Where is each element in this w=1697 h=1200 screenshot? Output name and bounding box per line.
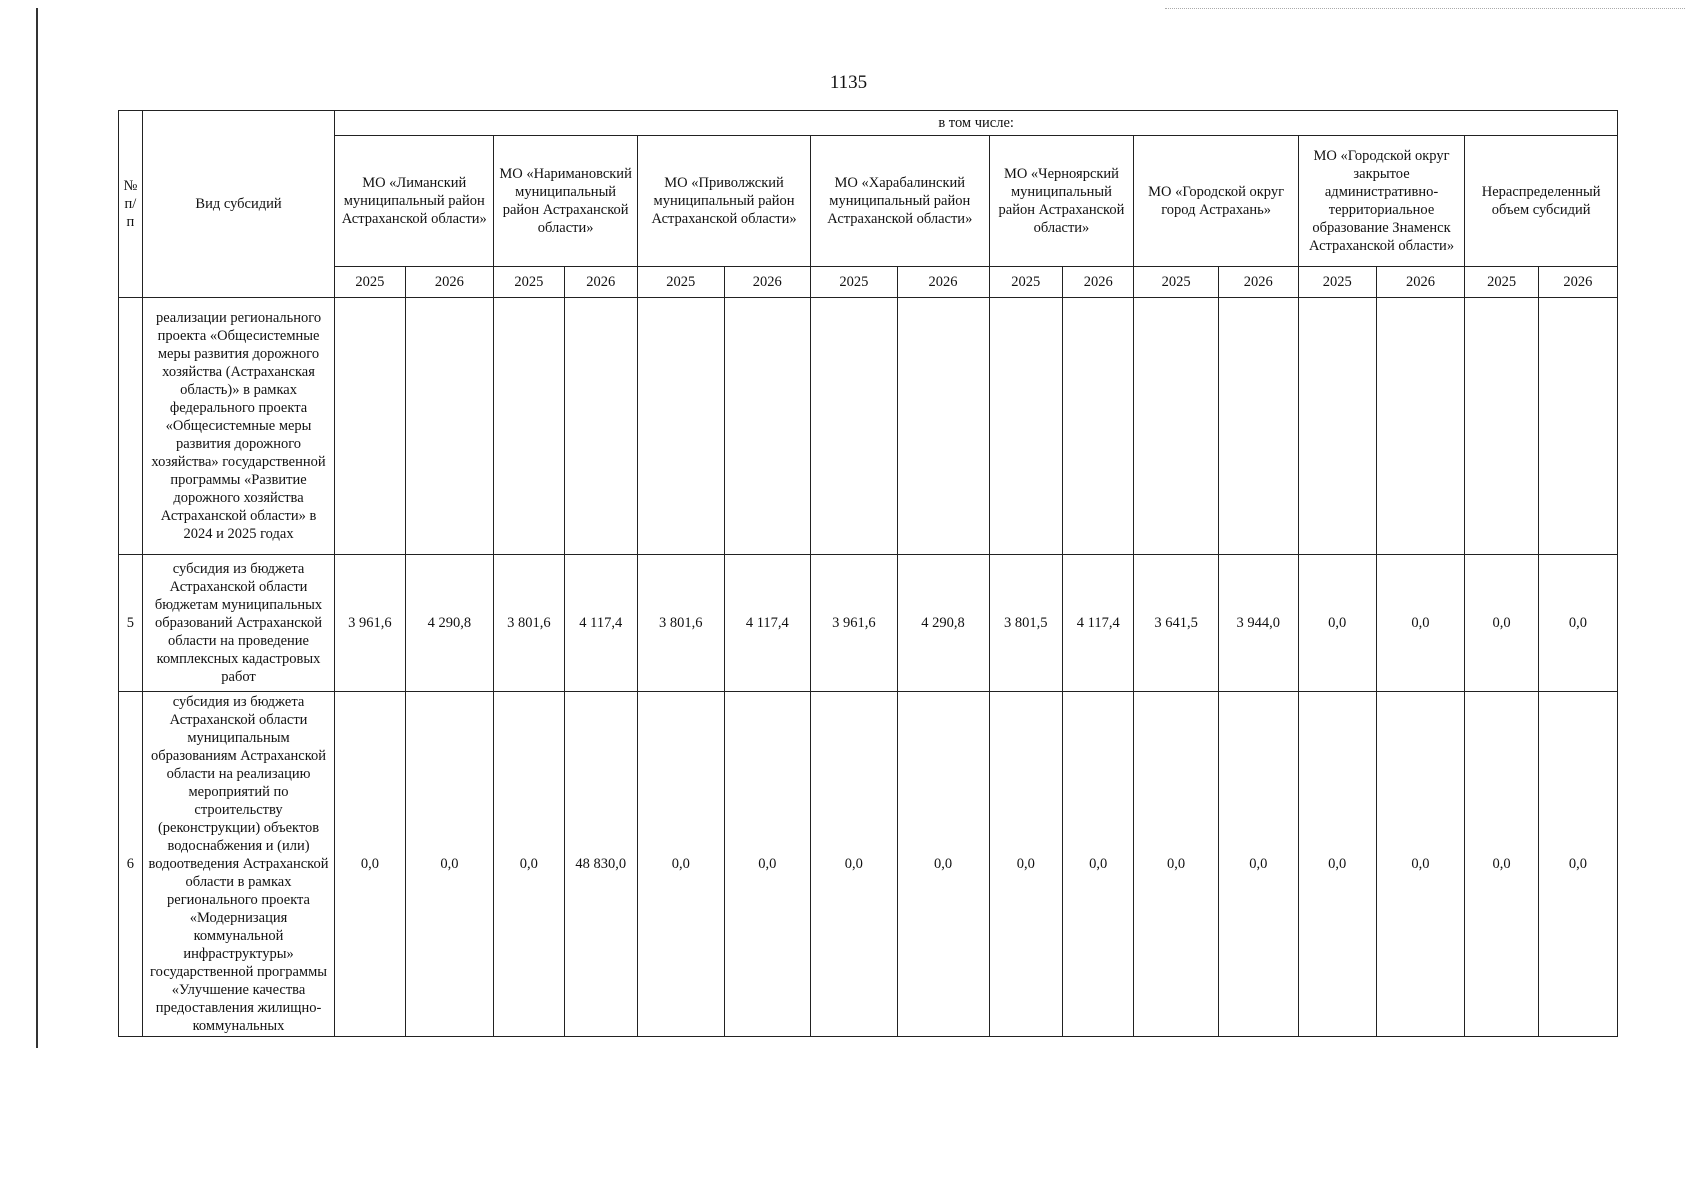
row-number: 6: [119, 692, 143, 1037]
value-cell: 0,0: [1376, 555, 1465, 692]
header-row-years: [119, 267, 1618, 298]
header-type: Вид субсидий: [142, 111, 334, 298]
row-number: [119, 298, 143, 555]
value-cell: 0,0: [724, 692, 811, 1037]
value-cell: 4 290,8: [897, 555, 989, 692]
value-cell: 3 801,6: [638, 555, 725, 692]
year-cell: 2025: [1134, 267, 1218, 298]
value-cell: [1218, 298, 1298, 555]
row-number: 5: [119, 555, 143, 692]
year-cell: 2025: [494, 267, 564, 298]
year-cell: 2026: [1218, 267, 1298, 298]
value-cell: 0,0: [1538, 692, 1617, 1037]
header-mo-kharabalinsky: МО «Харабалинский муниципальный район Астраханской области»: [811, 136, 989, 267]
header-row-top: [119, 111, 1618, 136]
value-cell: 0,0: [405, 692, 494, 1037]
value-cell: [1134, 298, 1218, 555]
value-cell: [335, 298, 405, 555]
value-cell: 0,0: [1465, 555, 1539, 692]
header-mo-astrakhan: МО «Городской округ город Астрахань»: [1134, 136, 1298, 267]
row-description: субсидия из бюджета Астраханской области муниципальным образованиям Астраханской области на реализацию мероприятий по строительству (реконструкции) объектов водоснабжения и (или) водоотведения Астраханской области в рамках регионального проекта «Модернизация коммунальной инфраструктуры» государственной программы «Улучшение качества предоставления жилищно-коммунальных: [142, 692, 334, 1037]
value-cell: 0,0: [989, 692, 1063, 1037]
year-cell: 2025: [1298, 267, 1376, 298]
table-row: [119, 555, 1618, 692]
value-cell: [1538, 298, 1617, 555]
value-cell: 0,0: [335, 692, 405, 1037]
year-cell: 2026: [1063, 267, 1134, 298]
value-cell: [1376, 298, 1465, 555]
year-cell: 2026: [724, 267, 811, 298]
value-cell: 48 830,0: [564, 692, 638, 1037]
year-cell: 2025: [638, 267, 725, 298]
year-cell: 2026: [1538, 267, 1617, 298]
value-cell: [989, 298, 1063, 555]
table-row: [119, 298, 1618, 555]
value-cell: 0,0: [1538, 555, 1617, 692]
value-cell: [897, 298, 989, 555]
value-cell: [1465, 298, 1539, 555]
value-cell: 3 961,6: [335, 555, 405, 692]
value-cell: 4 290,8: [405, 555, 494, 692]
value-cell: [811, 298, 898, 555]
value-cell: 0,0: [494, 692, 564, 1037]
value-cell: 4 117,4: [1063, 555, 1134, 692]
year-cell: 2026: [897, 267, 989, 298]
header-mo-chernoyarsky: МО «Черноярский муниципальный район Астраханской области»: [989, 136, 1134, 267]
value-cell: 4 117,4: [564, 555, 638, 692]
header-unallocated: Нераспределенный объем субсидий: [1465, 136, 1618, 267]
value-cell: 3 944,0: [1218, 555, 1298, 692]
scan-edge-line: [1165, 8, 1685, 9]
value-cell: [564, 298, 638, 555]
subsidy-table: [118, 110, 1618, 1037]
value-cell: [494, 298, 564, 555]
value-cell: 0,0: [1465, 692, 1539, 1037]
header-num: № п/п: [119, 111, 143, 298]
value-cell: 3 801,5: [989, 555, 1063, 692]
year-cell: 2025: [1465, 267, 1539, 298]
value-cell: 0,0: [1298, 555, 1376, 692]
header-mo-narimanovsky: МО «Наримановский муниципальный район Астраханской области»: [494, 136, 638, 267]
header-mo-limansky: МО «Лиманский муниципальный район Астраханской области»: [335, 136, 494, 267]
value-cell: 0,0: [1134, 692, 1218, 1037]
row-description: субсидия из бюджета Астраханской области бюджетам муниципальных образований Астраханской области на проведение комплексных кадастровых работ: [142, 555, 334, 692]
year-cell: 2026: [564, 267, 638, 298]
year-cell: 2025: [811, 267, 898, 298]
value-cell: 3 641,5: [1134, 555, 1218, 692]
value-cell: 0,0: [1218, 692, 1298, 1037]
header-mo-znamensk: МО «Городской округ закрытое административно-территориальное образование Знаменск Астраханской области»: [1298, 136, 1465, 267]
value-cell: 0,0: [638, 692, 725, 1037]
value-cell: 0,0: [811, 692, 898, 1037]
year-cell: 2025: [335, 267, 405, 298]
value-cell: [1298, 298, 1376, 555]
row-description: реализации регионального проекта «Общесистемные меры развития дорожного хозяйства (Астраханская область)» в рамках федерального проекта «Общесистемные меры развития дорожного хозяйства» государственной программы «Развитие дорожного хозяйства Астраханской области» в 2024 и 2025 годах: [142, 298, 334, 555]
value-cell: [638, 298, 725, 555]
value-cell: 4 117,4: [724, 555, 811, 692]
year-cell: 2026: [405, 267, 494, 298]
value-cell: [405, 298, 494, 555]
header-mo-privolzhsky: МО «Приволжский муниципальный район Астраханской области»: [638, 136, 811, 267]
value-cell: 0,0: [897, 692, 989, 1037]
value-cell: 0,0: [1376, 692, 1465, 1037]
value-cell: 0,0: [1298, 692, 1376, 1037]
value-cell: 0,0: [1063, 692, 1134, 1037]
header-including: в том числе:: [335, 111, 1618, 136]
left-margin-line: [36, 8, 38, 1048]
year-cell: 2026: [1376, 267, 1465, 298]
value-cell: [1063, 298, 1134, 555]
page-number: 1135: [829, 72, 868, 93]
value-cell: 3 961,6: [811, 555, 898, 692]
table-row: [119, 692, 1618, 1037]
header-row-mo: [119, 136, 1618, 267]
value-cell: [724, 298, 811, 555]
year-cell: 2025: [989, 267, 1063, 298]
value-cell: 3 801,6: [494, 555, 564, 692]
